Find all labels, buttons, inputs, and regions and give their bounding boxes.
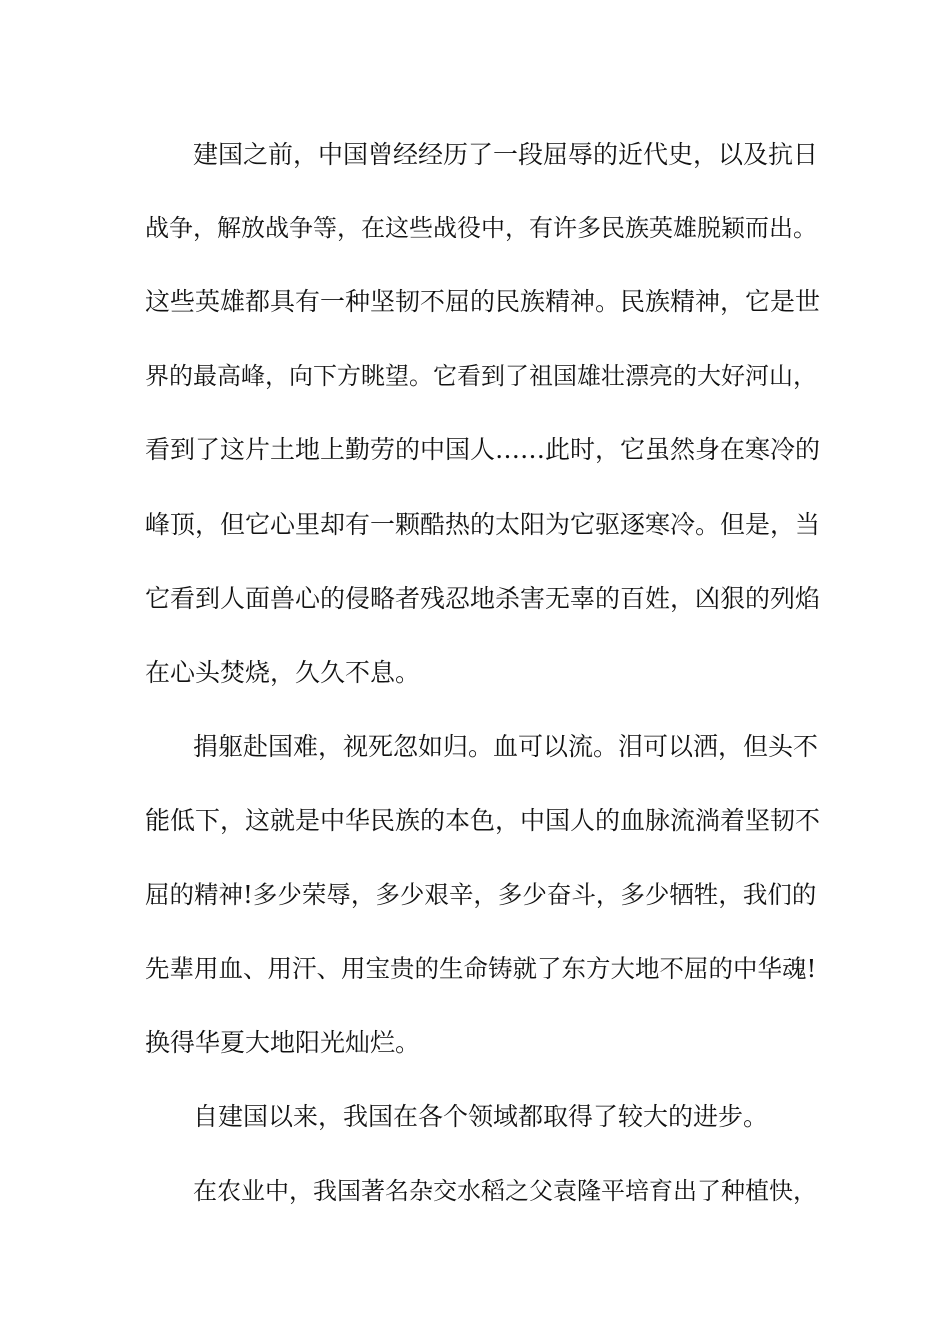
paragraph-2-line-2: 能低下，这就是中华民族的本色，中国人的血脉流淌着坚韧不	[145, 806, 821, 835]
paragraph-1-line-5: 看到了这片土地上勤劳的中国人……此时，它虽然身在寒冷的	[145, 435, 821, 464]
paragraph-1-line-6: 峰顶，但它心里却有一颗酷热的太阳为它驱逐寒冷。但是，当	[145, 510, 821, 539]
paragraph-4-line-1: 在农业中，我国著名杂交水稻之父袁隆平培育出了种植快，	[193, 1177, 817, 1205]
paragraph-2-line-3: 屈的精神!多少荣辱，多少艰辛，多少奋斗，多少牺牲，我们的	[145, 880, 817, 909]
paragraph-1-line-2: 战争，解放战争等，在这些战役中，有许多民族英雄脱颖而出。	[145, 214, 817, 242]
paragraph-1-line-3: 这些英雄都具有一种坚韧不屈的民族精神。民族精神，它是世	[145, 287, 821, 316]
paragraph-3-line-1: 自建国以来，我国在各个领域都取得了较大的进步。	[193, 1102, 769, 1131]
paragraph-1-line-7: 它看到人面兽心的侵略者残忍地杀害无辜的百姓，凶狠的列焰	[145, 584, 821, 613]
paragraph-1-line-1: 建国之前，中国曾经经历了一段屈辱的近代史，以及抗日	[193, 140, 819, 169]
paragraph-2-line-4: 先辈用血、用汗、用宝贵的生命铸就了东方大地不屈的中华魂!	[145, 954, 817, 983]
paragraph-2-line-1: 捐躯赴国难，视死忽如归。血可以流。泪可以洒，但头不	[193, 732, 819, 761]
paragraph-2-line-5: 换得华夏大地阳光灿烂。	[145, 1028, 421, 1057]
paragraph-1-line-8: 在心头焚烧，久久不息。	[145, 658, 421, 687]
paragraph-1-line-4: 界的最高峰，向下方眺望。它看到了祖国雄壮漂亮的大好河山，	[145, 362, 817, 390]
